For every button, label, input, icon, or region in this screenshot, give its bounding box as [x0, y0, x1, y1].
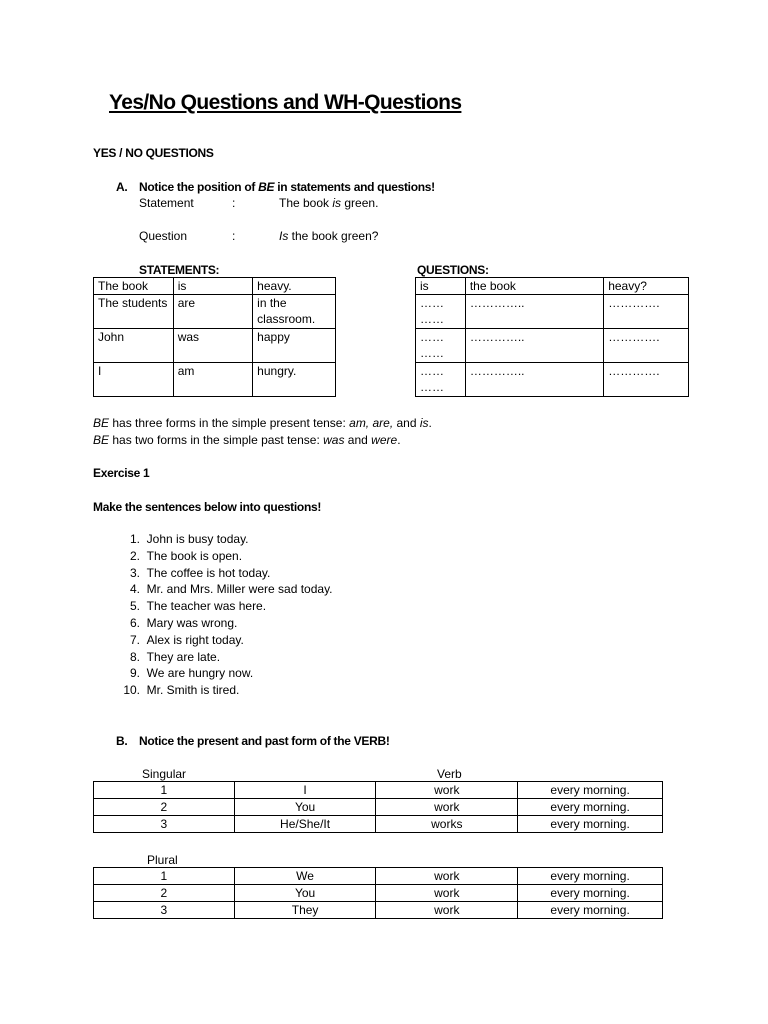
list-item-text: We are hungry now. [146, 666, 254, 681]
table-cell: every morning. [518, 816, 663, 833]
table-row [94, 885, 663, 902]
table-cell: the book [465, 278, 603, 295]
list-item-text: Mr. and Mrs. Miller were sad today. [146, 582, 333, 597]
statement-colon: : [232, 196, 236, 210]
be-note-present-be: BE [93, 416, 110, 430]
table-cell: heavy? [604, 278, 689, 295]
table-row [94, 782, 663, 799]
be-note-present-pre: has three forms in the simple present tense: [109, 416, 350, 430]
list-item-number: 1. [129, 532, 140, 546]
page-title: Yes/No Questions and WH-Questions [109, 91, 462, 114]
statement-example-is: is [332, 196, 342, 210]
list-item-text: Mary was wrong. [146, 615, 238, 630]
table-cell: ………….. [465, 329, 603, 363]
part-a-letter: A. [116, 180, 128, 194]
table-cell: every morning. [518, 799, 663, 816]
table-cell: every morning. [518, 782, 663, 799]
list-item-number: 5. [129, 599, 140, 614]
be-note-present-forms: am, are, [349, 416, 394, 430]
section-heading-yes-no: YES / NO QUESTIONS [93, 146, 214, 160]
exercise-1-instruction: Make the sentences below into questions! [93, 500, 322, 514]
list-item-text: The book is open. [146, 548, 243, 563]
table-row [416, 295, 689, 329]
list-item-number: 8. [129, 649, 140, 664]
list-item-text: John is busy today. [146, 532, 249, 546]
be-note-past [93, 432, 401, 448]
question-colon: : [232, 229, 236, 243]
be-note-past-f2: were [371, 433, 398, 447]
table-cell: happy [253, 329, 336, 363]
table-cell: The students [94, 295, 174, 329]
exercise-1-list [113, 531, 333, 699]
part-a-heading-be: BE [258, 180, 275, 194]
table-cell: We [234, 868, 376, 885]
plural-verb-table [93, 867, 663, 919]
table-cell: works [376, 816, 518, 833]
list-item [113, 581, 333, 598]
table-cell: 1 [94, 868, 235, 885]
list-item [113, 649, 333, 666]
table-cell: I [234, 782, 376, 799]
list-item-number: 9. [129, 666, 140, 681]
table-cell: 2 [94, 885, 235, 902]
table-row [94, 868, 663, 885]
table-cell: every morning. [518, 868, 663, 885]
table-cell: work [376, 799, 518, 816]
statements-heading: STATEMENTS: [139, 263, 220, 277]
table-cell: …… …… [416, 363, 466, 397]
table-row [416, 278, 689, 295]
table-cell: …………. [604, 363, 689, 397]
singular-label: Singular [142, 767, 187, 781]
list-item [113, 531, 333, 548]
exercise-1-title: Exercise 1 [93, 466, 150, 480]
list-item-number: 2. [129, 548, 140, 563]
list-item [113, 598, 333, 615]
question-example-post: the book green? [288, 229, 379, 243]
table-cell: every morning. [518, 902, 663, 919]
statements-table [93, 277, 336, 397]
table-cell: was [173, 329, 252, 363]
table-row [94, 816, 663, 833]
list-item [113, 615, 333, 632]
list-item-number: 3. [129, 565, 140, 580]
table-cell: You [234, 799, 376, 816]
table-cell: 3 [94, 902, 235, 919]
be-note-past-f1: was [323, 433, 345, 447]
statement-example-post: green. [341, 196, 379, 210]
part-b-heading: Notice the present and past form of the VERB! [139, 734, 390, 748]
table-cell: work [376, 782, 518, 799]
table-cell: ………….. [465, 295, 603, 329]
table-cell: am [173, 363, 252, 397]
table-cell: is [173, 278, 252, 295]
part-a-heading [139, 179, 435, 195]
list-item [113, 565, 333, 582]
list-item-text: They are late. [146, 649, 221, 664]
table-cell: You [234, 885, 376, 902]
be-note-present-end: . [428, 416, 432, 430]
question-example [279, 228, 378, 244]
list-item [113, 665, 333, 682]
be-note-past-pre: has two forms in the simple past tense: [109, 433, 324, 447]
table-cell: are [173, 295, 252, 329]
table-cell: I [94, 363, 174, 397]
table-cell: 2 [94, 799, 235, 816]
list-item-number: 7. [129, 632, 140, 647]
table-row [94, 902, 663, 919]
table-cell: John [94, 329, 174, 363]
be-note-present [93, 415, 432, 431]
questions-table [415, 277, 689, 397]
table-cell: work [376, 868, 518, 885]
list-item-text: Alex is right today. [146, 632, 244, 647]
table-cell: work [376, 902, 518, 919]
table-cell: is [416, 278, 466, 295]
part-a-heading-pre: Notice the position of [139, 180, 259, 194]
table-row [94, 363, 336, 397]
table-cell: …………. [604, 329, 689, 363]
table-cell: …………. [604, 295, 689, 329]
table-cell: …… …… [416, 295, 466, 329]
table-row [416, 329, 689, 363]
list-item-number: 6. [129, 615, 140, 630]
list-item-text: The teacher was here. [146, 599, 267, 614]
list-item-text: Mr. Smith is tired. [146, 683, 240, 698]
table-row [94, 799, 663, 816]
table-cell: He/She/It [234, 816, 376, 833]
list-item [113, 682, 333, 699]
be-note-past-end: . [397, 433, 401, 447]
question-label: Question [139, 229, 188, 243]
statement-label: Statement [139, 196, 194, 210]
be-note-past-be: BE [93, 433, 110, 447]
plural-label: Plural [147, 853, 178, 867]
table-cell: The book [94, 278, 174, 295]
part-a-heading-post: in statements and questions! [274, 180, 435, 194]
table-row [94, 295, 336, 329]
table-cell: work [376, 885, 518, 902]
table-cell: They [234, 902, 376, 919]
part-b-letter: B. [116, 734, 128, 748]
table-cell: every morning. [518, 885, 663, 902]
list-item [113, 548, 333, 565]
be-note-present-and: and [393, 416, 420, 430]
list-item-number: 10. [123, 683, 140, 698]
table-cell: in the classroom. [253, 295, 336, 329]
table-cell: 1 [94, 782, 235, 799]
table-row [94, 278, 336, 295]
table-row [416, 363, 689, 397]
table-cell: …… …… [416, 329, 466, 363]
list-item-number: 4. [129, 582, 140, 597]
question-example-is: Is [279, 229, 289, 243]
table-cell: ………….. [465, 363, 603, 397]
table-cell: 3 [94, 816, 235, 833]
be-note-present-last: is [419, 416, 429, 430]
statement-example-pre: The book [279, 196, 333, 210]
be-note-past-and: and [344, 433, 372, 447]
statement-example [279, 195, 378, 211]
list-item [113, 632, 333, 649]
table-cell: heavy. [253, 278, 336, 295]
singular-verb-table [93, 781, 663, 833]
table-cell: hungry. [253, 363, 336, 397]
list-item-text: The coffee is hot today. [146, 565, 271, 580]
verb-label: Verb [437, 767, 462, 781]
questions-heading: QUESTIONS: [417, 263, 489, 277]
table-row [94, 329, 336, 363]
